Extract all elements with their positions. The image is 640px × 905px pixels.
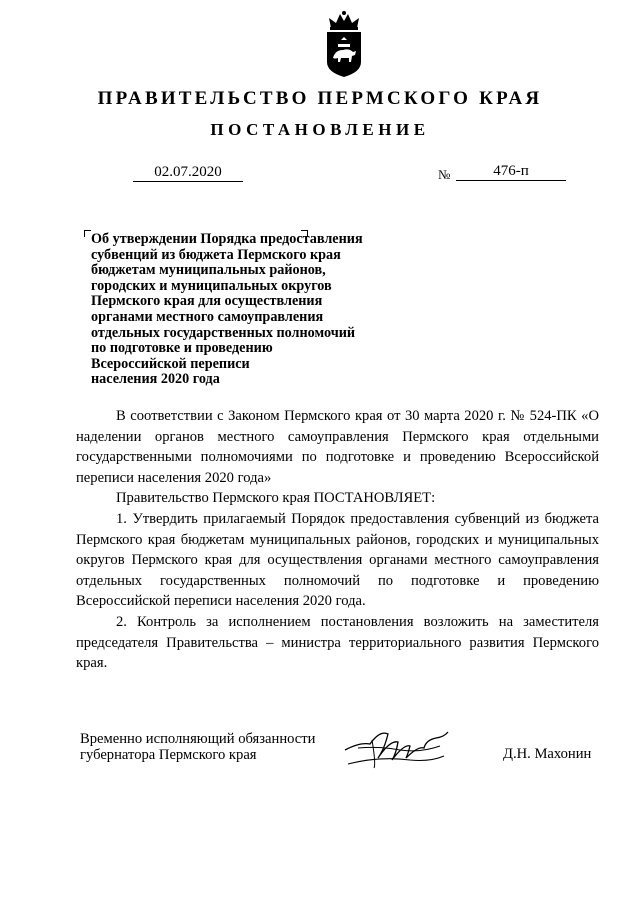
signatory-position: [80, 731, 315, 763]
signatory-name: Д.Н. Махонин: [503, 746, 592, 762]
body-paragraph-preamble: В соответствии с Законом Пермского края от 30 марта 2020 г. № 524-ПК «О наделении органов местного самоуправления Пермского края отдельными государственными полномочиями по подготовке и проведению Всероссийской переписи населения 2020 года»: [76, 408, 599, 486]
body-paragraph-item-2: 2. Контроль за исполнением постановления возложить на заместителя председателя Правительства – министра территориального развития Пермского края.: [76, 613, 599, 672]
number-sign: №: [438, 167, 451, 182]
position-line: губернатора Пермского края: [80, 747, 257, 763]
government-title: ПРАВИТЕЛЬСТВО ПЕРМСКОГО КРАЯ: [97, 88, 543, 109]
body-paragraph-item-1: 1. Утвердить прилагаемый Порядок предоставления субвенций из бюджета Пермского края бюджетам муниципальных районов, городских и муниципальных округов Пермского края для осуществления органами местного самоуправления отдельных государственных полномочий по подготовке и проведению Всероссийской переписи населения 2020 года.: [76, 510, 599, 610]
subject-line: Об утверждении Порядка предоставления: [91, 231, 363, 247]
subject-line: Всероссийской переписи: [91, 355, 250, 372]
subject-line: населения 2020 года: [91, 371, 220, 388]
subject-line: бюджетам муниципальных районов,: [91, 262, 326, 279]
subject-line: по подготовке и проведению: [91, 340, 273, 357]
document-type: ПОСТАНОВЛЕНИЕ: [210, 120, 430, 139]
subject-line: городских и муниципальных округов: [91, 277, 332, 294]
handwritten-signature-icon: [340, 720, 455, 772]
document-body: [76, 406, 599, 674]
coat-of-arms-icon: [323, 10, 365, 78]
subject-line: отдельных государственных полномочий: [91, 324, 356, 341]
document-subject: [91, 232, 391, 388]
subject-line: субвенций из бюджета Пермского края: [91, 246, 341, 263]
body-paragraph-resolves: Правительство Пермского края ПОСТАНОВЛЯЕТ:: [116, 490, 436, 507]
position-line: Временно исполняющий обязанности: [80, 731, 316, 747]
subject-line: Пермского края для осуществления: [91, 293, 323, 310]
document-date: 02.07.2020: [133, 163, 243, 182]
document-number: 476-п: [456, 162, 566, 181]
subject-corner-left: [84, 230, 91, 237]
subject-line: органами местного самоуправления: [91, 308, 324, 325]
